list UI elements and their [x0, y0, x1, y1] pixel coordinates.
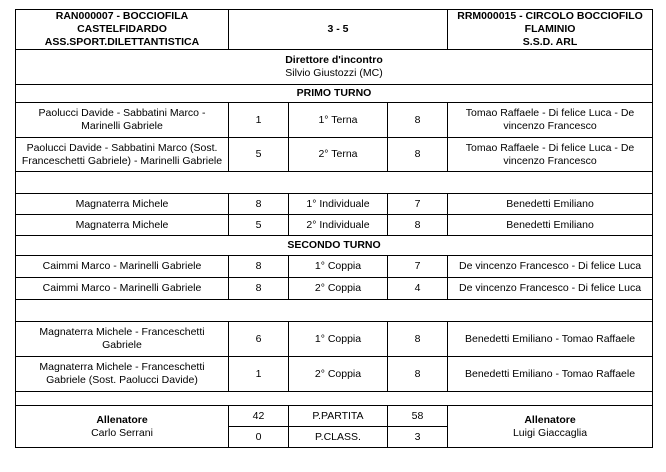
section-title-row — [16, 85, 653, 103]
game-type: 1° Individuale — [289, 194, 388, 215]
away-players: Benedetti Emiliano — [448, 194, 653, 215]
header-row — [16, 10, 653, 50]
home-players: Caimmi Marco - Marinelli Gabriele — [16, 256, 229, 278]
away-score: 8 — [388, 322, 448, 357]
game-type: 2° Individuale — [289, 215, 388, 236]
away-score: 8 — [388, 103, 448, 138]
away-coach-name: Luigi Giaccaglia — [512, 426, 588, 439]
match-table — [15, 9, 653, 448]
table-row — [16, 194, 653, 215]
away-team-type: S.S.D. ARL — [522, 36, 578, 48]
match-report — [15, 9, 652, 448]
home-score: 6 — [229, 322, 289, 357]
home-players: Paolucci Davide - Sabbatini Marco - Marinelli Gabriele — [16, 103, 229, 138]
home-score: 8 — [229, 256, 289, 278]
table-row — [16, 138, 653, 172]
away-players: Tomao Raffaele - Di felice Luca - De vincenzo Francesco — [448, 103, 653, 138]
game-type: 2° Coppia — [289, 278, 388, 300]
director-cell — [16, 50, 653, 85]
table-row — [16, 256, 653, 278]
table-row — [16, 215, 653, 236]
home-score: 8 — [229, 194, 289, 215]
primo-turno-title: PRIMO TURNO — [16, 85, 653, 103]
away-coach-label: Allenatore — [524, 413, 576, 426]
away-players: Tomao Raffaele - Di felice Luca - De vincenzo Francesco — [448, 138, 653, 172]
spacer-row — [16, 300, 653, 322]
away-coach — [448, 406, 653, 448]
game-type: 2° Coppia — [289, 357, 388, 392]
home-coach — [16, 406, 229, 448]
home-score: 1 — [229, 357, 289, 392]
away-score: 4 — [388, 278, 448, 300]
away-score: 7 — [388, 256, 448, 278]
director-row — [16, 50, 653, 85]
home-players: Magnaterra Michele — [16, 194, 229, 215]
away-players: De vincenzo Francesco - Di felice Luca — [448, 256, 653, 278]
game-type: 1° Coppia — [289, 256, 388, 278]
director-name: Silvio Giustozzi (MC) — [285, 67, 383, 79]
away-players: De vincenzo Francesco - Di felice Luca — [448, 278, 653, 300]
away-team-code-name: RRM000015 - CIRCOLO BOCCIOFILO FLAMINIO — [457, 10, 643, 35]
away-players: Benedetti Emiliano - Tomao Raffaele — [448, 357, 653, 392]
spacer-cell — [16, 172, 653, 194]
partita-home: 42 — [229, 406, 289, 427]
class-home: 0 — [229, 427, 289, 448]
home-players: Paolucci Davide - Sabbatini Marco (Sost. Franceschetti Gabriele) - Marinelli Gabriele — [16, 138, 229, 172]
spacer-row — [16, 392, 653, 406]
home-score: 5 — [229, 215, 289, 236]
totals-row — [16, 406, 653, 427]
spacer-cell — [16, 392, 653, 406]
table-row — [16, 278, 653, 300]
class-away: 3 — [388, 427, 448, 448]
partita-away: 58 — [388, 406, 448, 427]
table-row — [16, 322, 653, 357]
section-title-row — [16, 236, 653, 256]
home-team — [16, 10, 229, 50]
home-players: Magnaterra Michele — [16, 215, 229, 236]
spacer-cell — [16, 300, 653, 322]
home-score: 5 — [229, 138, 289, 172]
secondo-turno-title: SECONDO TURNO — [16, 236, 653, 256]
director-label: Direttore d'incontro — [285, 54, 383, 66]
home-players: Caimmi Marco - Marinelli Gabriele — [16, 278, 229, 300]
home-score: 1 — [229, 103, 289, 138]
game-type: 1° Terna — [289, 103, 388, 138]
away-score: 8 — [388, 215, 448, 236]
home-players: Magnaterra Michele - Franceschetti Gabriele (Sost. Paolucci Davide) — [16, 357, 229, 392]
home-team-type: ASS.SPORT.DILETTANTISTICA — [44, 36, 200, 48]
class-label: P.CLASS. — [289, 427, 388, 448]
game-type: 2° Terna — [289, 138, 388, 172]
home-score: 8 — [229, 278, 289, 300]
home-players: Magnaterra Michele - Franceschetti Gabriele — [16, 322, 229, 357]
table-row — [16, 103, 653, 138]
spacer-row — [16, 172, 653, 194]
away-score: 7 — [388, 194, 448, 215]
away-players: Benedetti Emiliano — [448, 215, 653, 236]
away-players: Benedetti Emiliano - Tomao Raffaele — [448, 322, 653, 357]
away-score: 8 — [388, 138, 448, 172]
home-coach-label: Allenatore — [96, 413, 148, 426]
match-score: 3 - 5 — [229, 10, 448, 50]
home-coach-name: Carlo Serrani — [91, 426, 153, 439]
home-team-code-name: RAN000007 - BOCCIOFILA CASTELFIDARDO — [55, 10, 189, 35]
table-row — [16, 357, 653, 392]
away-score: 8 — [388, 357, 448, 392]
away-team — [448, 10, 653, 50]
game-type: 1° Coppia — [289, 322, 388, 357]
partita-label: P.PARTITA — [289, 406, 388, 427]
